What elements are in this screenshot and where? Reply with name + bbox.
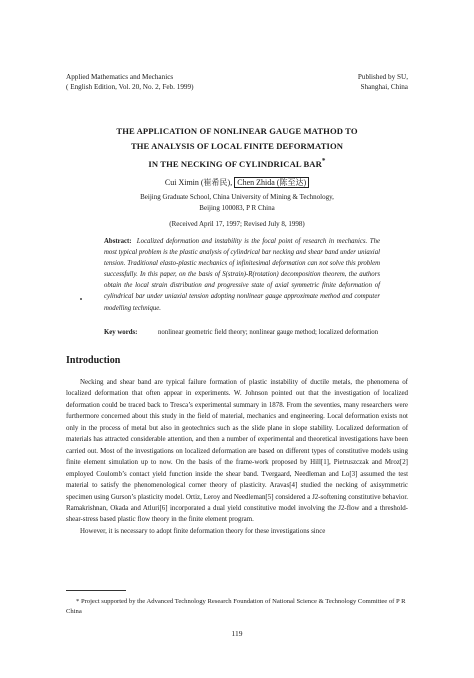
publisher-header xyxy=(358,72,408,92)
section-heading: Introduction xyxy=(66,355,121,366)
abstract xyxy=(104,236,380,314)
page-number: 119 xyxy=(231,629,243,638)
keywords xyxy=(104,327,379,338)
journal-name: Applied Mathematics and Mechanics xyxy=(66,73,174,81)
footnote-rule xyxy=(66,590,126,591)
affiliation-line-2: Beijing 100083, P R China xyxy=(199,204,275,212)
journal-edition: ( English Edition, Vol. 20, No. 2, Feb. 1999) xyxy=(66,83,194,91)
abstract-label: Abstract: xyxy=(104,238,132,245)
title-line-3: IN THE NECKING OF CYLINDRICAL BAR* xyxy=(148,157,326,169)
publisher-name: Published by SU, xyxy=(357,73,408,81)
title-footnote-mark: * xyxy=(321,157,326,165)
received-dates: (Received April 17, 1997; Revised July 8, 1998) xyxy=(169,220,305,228)
affiliation-line-1: Beijing Graduate School, China University of Mining & Technology, xyxy=(140,193,334,201)
author-list xyxy=(0,177,474,188)
body-text xyxy=(66,377,408,537)
title-line-1: THE APPLICATION OF NONLINEAR GAUGE MATHOD TO xyxy=(116,126,358,136)
title-line-2: THE ANALYSIS OF LOCAL FINITE DEFORMATION xyxy=(130,141,344,151)
footnote: * Project supported by the Advanced Technology Research Foundation of National Science & Technology Committee of P R China xyxy=(66,598,406,615)
author-2: Chen Zhida (陈至达) xyxy=(234,177,309,188)
keywords-text: nonlinear geometric field theory; nonlinear gauge method; localized deformation xyxy=(158,329,379,336)
abstract-text: Localized deformation and instability is the focal point of research in mechanics. The most typical problem is the plastic analysis of cylindrical bar necking and shear band under uniaxial tension. Traditional elasto-plastic mechanics of infinitesimal deformation can not solve this problem successfully. In this paper, on the basis of S(strain)-R(rotation) decomposition theorem, the authors obtain the local strain distribution and progressive state of axial symmetric finite deformation of cylindrical bar under uniaxial tension adopting nonlinear gauge approximate method and computer modelling technique. xyxy=(104,238,381,312)
intro-paragraph-1: Necking and shear band are typical failure formation of plastic instability of ductile metals, the phenomena of localized deformation that often appear in experiments. W. Johnson pointed out that the investigation of localized deformation could be traced back to Tresca’s experimental summary in 1878. From the seventies, many researchers were furthermore concerned about this study in the field of material, mechanics and engineering. Local deformation exists not only in the process of metal but also in geotechnics such as the slide plane in slope stability. Localized deformation of materials has attracted considerable attention, and then a number of experimental and theoretical investigations have been carried out. Most of the investigations on localized deformation are based on different types of constitutive models using finite element simulation up to now. On the basis of the frame-work proposed by Hill[1], Pietruszczak and Mroz[2] employed Coulomb’s contact yield function inside the shear band. Tvergaard, Needleman and Lo[3] assumed the test material to satisfy the phenomenological corner theory of plasticity. Aravas[4] studied the necking of axisymmetric specimen using Gurson’s plasticity model. Ortiz, Leroy and Needleman[5] considered a J2-softening constitutive behavior. Ramakrishnan, Okada and Atluri[6] incorporated a dual yield constitutive model involving the J2-flow and a threshold-shear-stress based plastic flow theory in the finite element program. xyxy=(66,378,408,524)
affiliation xyxy=(110,192,364,214)
margin-dot xyxy=(80,298,82,300)
journal-header xyxy=(66,72,194,92)
publisher-city: Shanghai, China xyxy=(360,83,408,91)
paper-title xyxy=(80,124,394,172)
keywords-label: Key words: xyxy=(104,329,138,336)
intro-paragraph-2: However, it is necessary to adopt finite deformation theory for these investigations since xyxy=(80,526,326,535)
author-1: Cui Ximin (崔希民), xyxy=(164,178,233,187)
